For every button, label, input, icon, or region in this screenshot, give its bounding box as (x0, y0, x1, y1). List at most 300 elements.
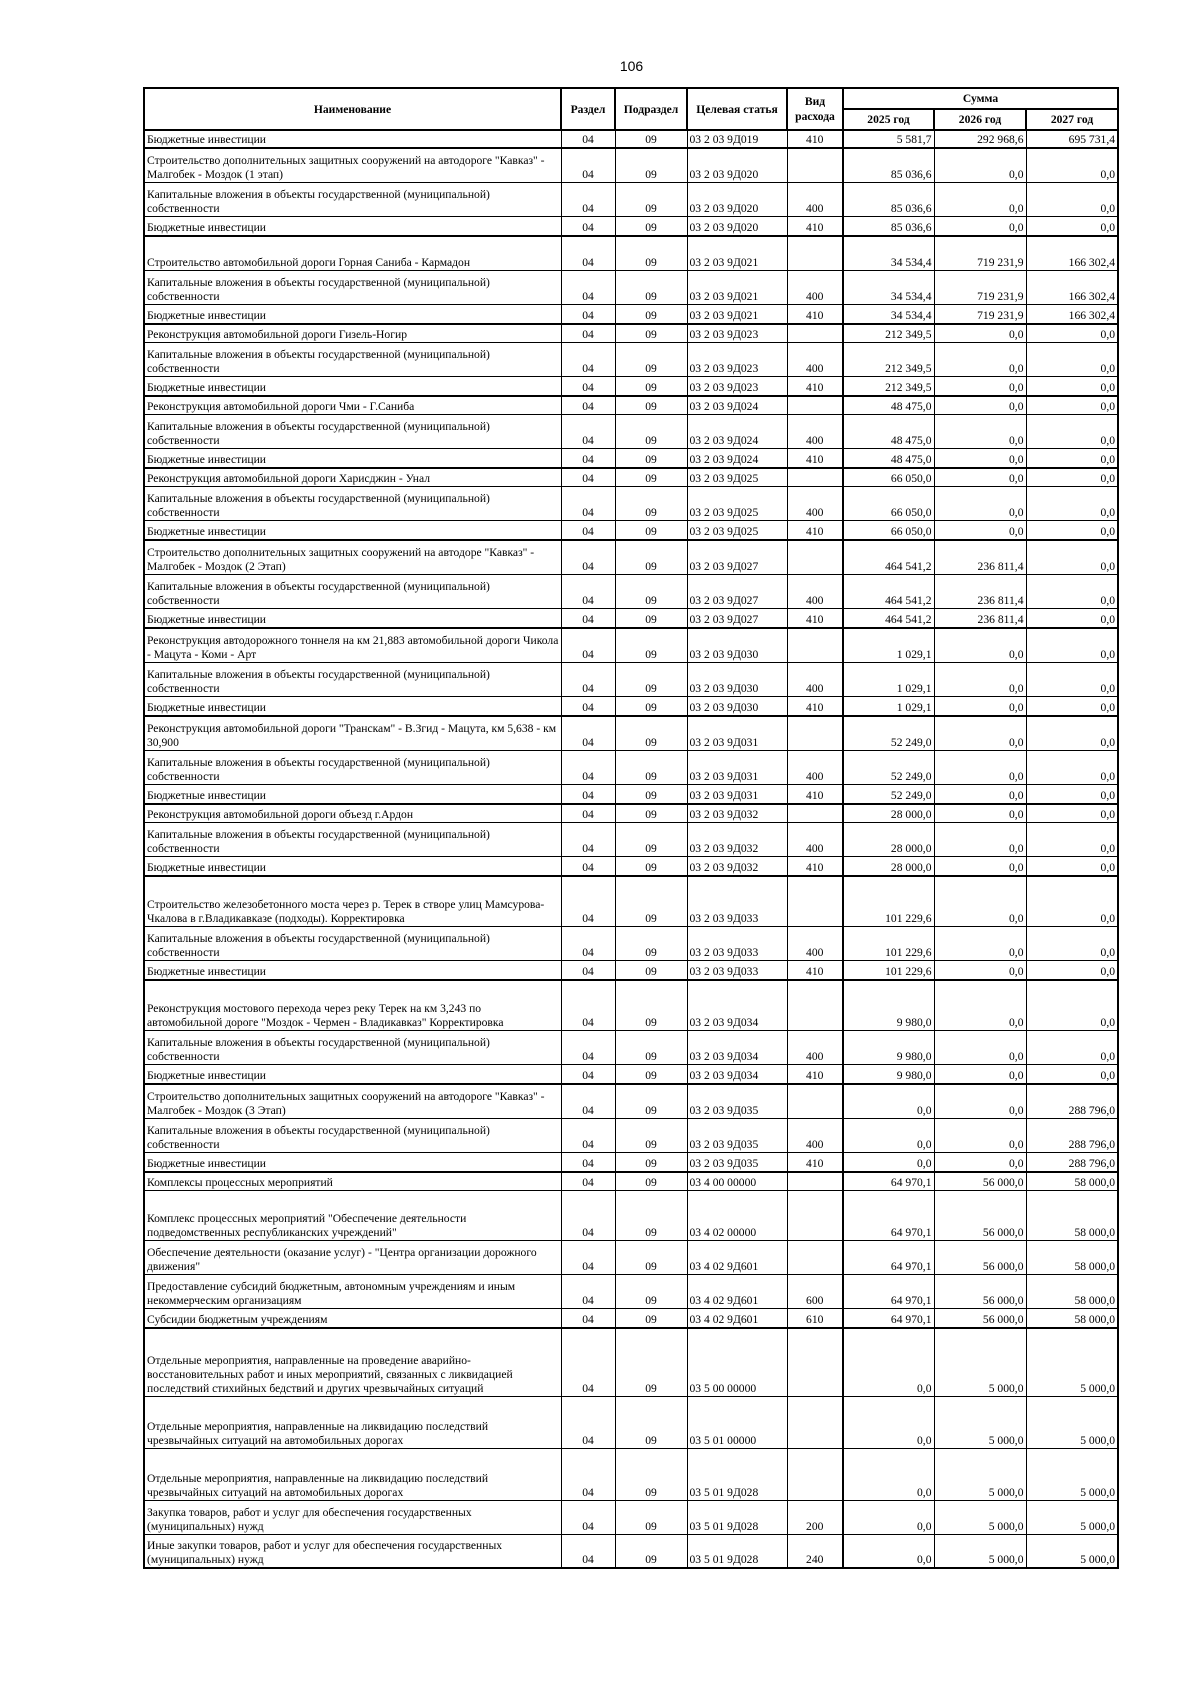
row-sum-2027: 0,0 (1026, 662, 1118, 696)
row-razdel: 04 (561, 1240, 615, 1274)
table-row (144, 182, 1118, 216)
table-row (144, 1396, 1118, 1448)
row-name: Иные закупки товаров, работ и услуг для обеспечения государственных (муниципальных) нужд (144, 1534, 561, 1568)
table-row (144, 574, 1118, 608)
row-name: Отдельные мероприятия, направленные на проведение аварийно-восстановительных работ и иных мероприятий, связанных с ликвидацией последствий стихийных бедствий и других чрезвычайных ситуаций (144, 1328, 561, 1396)
row-target: 03 2 03 9Д034 (687, 1030, 787, 1064)
row-sum-2025: 85 036,6 (843, 182, 934, 216)
row-sum-2025: 101 229,6 (843, 960, 934, 980)
row-sum-2026: 0,0 (934, 1118, 1026, 1152)
row-vid: 400 (787, 270, 843, 304)
row-target: 03 2 03 9Д024 (687, 396, 787, 414)
row-podrazdel: 09 (615, 1240, 687, 1274)
row-sum-2026: 0,0 (934, 342, 1026, 376)
row-target: 03 2 03 9Д032 (687, 856, 787, 876)
table-row (144, 236, 1118, 270)
row-sum-2025: 85 036,6 (843, 148, 934, 182)
table-row (144, 1328, 1118, 1396)
row-sum-2025: 0,0 (843, 1084, 934, 1118)
row-vid (787, 628, 843, 662)
row-sum-2027: 58 000,0 (1026, 1240, 1118, 1274)
row-razdel: 04 (561, 1118, 615, 1152)
row-vid: 410 (787, 784, 843, 804)
row-vid: 400 (787, 662, 843, 696)
row-sum-2027: 5 000,0 (1026, 1396, 1118, 1448)
row-sum-2025: 0,0 (843, 1534, 934, 1568)
row-razdel: 04 (561, 1190, 615, 1240)
row-name: Обеспечение деятельности (оказание услуг) - "Центра организации дорожного движения" (144, 1240, 561, 1274)
row-vid: 400 (787, 1030, 843, 1064)
row-sum-2027: 0,0 (1026, 716, 1118, 750)
row-vid (787, 468, 843, 486)
row-podrazdel: 09 (615, 628, 687, 662)
row-vid: 400 (787, 414, 843, 448)
row-sum-2027: 0,0 (1026, 376, 1118, 396)
row-sum-2025: 9 980,0 (843, 980, 934, 1030)
row-podrazdel: 09 (615, 1190, 687, 1240)
row-sum-2027: 0,0 (1026, 182, 1118, 216)
row-sum-2027: 166 302,4 (1026, 236, 1118, 270)
row-podrazdel: 09 (615, 130, 687, 148)
row-vid: 400 (787, 342, 843, 376)
table-row (144, 750, 1118, 784)
row-sum-2025: 28 000,0 (843, 856, 934, 876)
row-sum-2027: 166 302,4 (1026, 304, 1118, 324)
row-sum-2025: 28 000,0 (843, 822, 934, 856)
row-razdel: 04 (561, 574, 615, 608)
row-sum-2027: 0,0 (1026, 876, 1118, 926)
row-podrazdel: 09 (615, 216, 687, 236)
row-razdel: 04 (561, 520, 615, 540)
row-sum-2025: 66 050,0 (843, 520, 934, 540)
row-sum-2027: 0,0 (1026, 216, 1118, 236)
table-row (144, 784, 1118, 804)
row-name: Отдельные мероприятия, направленные на ликвидацию последствий чрезвычайных ситуаций на автомобильных дорогах (144, 1448, 561, 1500)
table-row (144, 1500, 1118, 1534)
row-podrazdel: 09 (615, 856, 687, 876)
row-sum-2026: 0,0 (934, 376, 1026, 396)
row-target: 03 2 03 9Д031 (687, 784, 787, 804)
row-sum-2027: 0,0 (1026, 960, 1118, 980)
table-row (144, 1118, 1118, 1152)
row-podrazdel: 09 (615, 486, 687, 520)
row-sum-2025: 64 970,1 (843, 1172, 934, 1190)
row-podrazdel: 09 (615, 448, 687, 468)
row-vid: 400 (787, 822, 843, 856)
row-sum-2027: 0,0 (1026, 856, 1118, 876)
row-sum-2027: 0,0 (1026, 468, 1118, 486)
row-target: 03 2 03 9Д032 (687, 804, 787, 822)
row-podrazdel: 09 (615, 980, 687, 1030)
row-vid (787, 980, 843, 1030)
row-razdel: 04 (561, 1064, 615, 1084)
row-target: 03 2 03 9Д020 (687, 216, 787, 236)
row-sum-2025: 52 249,0 (843, 716, 934, 750)
row-razdel: 04 (561, 1500, 615, 1534)
table-row (144, 1448, 1118, 1500)
row-name: Бюджетные инвестиции (144, 448, 561, 468)
row-podrazdel: 09 (615, 926, 687, 960)
row-name: Бюджетные инвестиции (144, 784, 561, 804)
row-vid (787, 396, 843, 414)
row-sum-2025: 0,0 (843, 1448, 934, 1500)
header-razdel: Раздел (561, 88, 615, 130)
row-name: Строительство автомобильной дороги Горная Саниба - Кармадон (144, 236, 561, 270)
row-sum-2027: 0,0 (1026, 784, 1118, 804)
row-sum-2025: 101 229,6 (843, 926, 934, 960)
row-sum-2027: 0,0 (1026, 926, 1118, 960)
table-row (144, 980, 1118, 1030)
row-vid: 400 (787, 574, 843, 608)
row-razdel: 04 (561, 1172, 615, 1190)
table-row (144, 876, 1118, 926)
table-row (144, 822, 1118, 856)
row-razdel: 04 (561, 396, 615, 414)
row-target: 03 2 03 9Д019 (687, 130, 787, 148)
table-row (144, 1190, 1118, 1240)
row-vid (787, 1190, 843, 1240)
row-sum-2025: 64 970,1 (843, 1190, 934, 1240)
table-row (144, 1274, 1118, 1308)
row-sum-2027: 0,0 (1026, 324, 1118, 342)
row-vid: 410 (787, 856, 843, 876)
row-razdel: 04 (561, 960, 615, 980)
row-podrazdel: 09 (615, 750, 687, 784)
row-razdel: 04 (561, 1328, 615, 1396)
row-sum-2027: 0,0 (1026, 414, 1118, 448)
row-vid: 410 (787, 448, 843, 468)
row-name: Строительство дополнительных защитных сооружений на автодороге "Кавказ" - Малгобек - Моздок (3 Этап) (144, 1084, 561, 1118)
row-name: Бюджетные инвестиции (144, 696, 561, 716)
row-vid: 400 (787, 182, 843, 216)
table-row (144, 1240, 1118, 1274)
row-podrazdel: 09 (615, 608, 687, 628)
row-sum-2027: 0,0 (1026, 342, 1118, 376)
table-row (144, 324, 1118, 342)
row-sum-2025: 0,0 (843, 1328, 934, 1396)
table-row (144, 414, 1118, 448)
row-sum-2025: 212 349,5 (843, 324, 934, 342)
table-row (144, 216, 1118, 236)
row-podrazdel: 09 (615, 822, 687, 856)
row-sum-2026: 5 000,0 (934, 1396, 1026, 1448)
row-vid: 410 (787, 1064, 843, 1084)
row-sum-2025: 64 970,1 (843, 1308, 934, 1328)
row-sum-2025: 101 229,6 (843, 876, 934, 926)
table-row (144, 662, 1118, 696)
row-sum-2026: 56 000,0 (934, 1274, 1026, 1308)
header-2026: 2026 год (934, 109, 1026, 130)
table-row (144, 716, 1118, 750)
row-podrazdel: 09 (615, 1172, 687, 1190)
table-row (144, 1152, 1118, 1172)
row-target: 03 2 03 9Д035 (687, 1152, 787, 1172)
row-name: Строительство железобетонного моста через р. Терек в створе улиц Мамсурова-Чкалова в г.Владикавказе (подходы). Корректировка (144, 876, 561, 926)
row-vid (787, 1396, 843, 1448)
table-row (144, 342, 1118, 376)
row-target: 03 2 03 9Д023 (687, 376, 787, 396)
row-sum-2026: 0,0 (934, 628, 1026, 662)
row-razdel: 04 (561, 486, 615, 520)
row-vid: 410 (787, 376, 843, 396)
table-row (144, 696, 1118, 716)
row-sum-2027: 166 302,4 (1026, 270, 1118, 304)
row-sum-2027: 0,0 (1026, 804, 1118, 822)
row-sum-2027: 288 796,0 (1026, 1084, 1118, 1118)
row-sum-2026: 0,0 (934, 520, 1026, 540)
row-name: Бюджетные инвестиции (144, 130, 561, 148)
row-podrazdel: 09 (615, 468, 687, 486)
row-razdel: 04 (561, 304, 615, 324)
header-vid: Вид расхода (787, 88, 843, 130)
row-sum-2026: 719 231,9 (934, 270, 1026, 304)
row-name: Капитальные вложения в объекты государственной (муниципальной) собственности (144, 750, 561, 784)
row-razdel: 04 (561, 662, 615, 696)
row-vid: 410 (787, 304, 843, 324)
row-sum-2025: 1 029,1 (843, 696, 934, 716)
row-name: Строительство дополнительных защитных сооружений на автодороге "Кавказ" - Малгобек - Моздок (1 этап) (144, 148, 561, 182)
row-sum-2026: 0,0 (934, 980, 1026, 1030)
row-target: 03 2 03 9Д030 (687, 662, 787, 696)
row-sum-2025: 48 475,0 (843, 414, 934, 448)
row-sum-2025: 34 534,4 (843, 236, 934, 270)
row-vid: 410 (787, 608, 843, 628)
table-header (144, 88, 1118, 130)
row-sum-2026: 0,0 (934, 876, 1026, 926)
row-razdel: 04 (561, 342, 615, 376)
row-razdel: 04 (561, 1084, 615, 1118)
table-row (144, 448, 1118, 468)
row-razdel: 04 (561, 856, 615, 876)
row-podrazdel: 09 (615, 414, 687, 448)
row-name: Реконструкция мостового перехода через реку Терек на км 3,243 по автомобильной дороге "Моздок - Чермен - Владикавказ" Корректировка (144, 980, 561, 1030)
header-name: Наименование (144, 88, 561, 130)
row-razdel: 04 (561, 448, 615, 468)
header-target: Целевая статья (687, 88, 787, 130)
row-sum-2026: 0,0 (934, 1064, 1026, 1084)
row-vid: 410 (787, 1152, 843, 1172)
row-name: Бюджетные инвестиции (144, 608, 561, 628)
row-sum-2026: 5 000,0 (934, 1500, 1026, 1534)
row-target: 03 2 03 9Д031 (687, 716, 787, 750)
row-vid: 410 (787, 960, 843, 980)
row-sum-2025: 9 980,0 (843, 1030, 934, 1064)
row-podrazdel: 09 (615, 784, 687, 804)
row-target: 03 2 03 9Д030 (687, 696, 787, 716)
row-name: Капитальные вложения в объекты государственной (муниципальной) собственности (144, 574, 561, 608)
row-sum-2026: 719 231,9 (934, 236, 1026, 270)
row-sum-2025: 48 475,0 (843, 396, 934, 414)
row-vid: 400 (787, 750, 843, 784)
row-podrazdel: 09 (615, 376, 687, 396)
row-sum-2027: 58 000,0 (1026, 1308, 1118, 1328)
row-razdel: 04 (561, 236, 615, 270)
row-sum-2026: 0,0 (934, 822, 1026, 856)
row-target: 03 2 03 9Д035 (687, 1084, 787, 1118)
row-sum-2025: 5 581,7 (843, 130, 934, 148)
row-podrazdel: 09 (615, 182, 687, 216)
row-sum-2027: 5 000,0 (1026, 1534, 1118, 1568)
table-row (144, 804, 1118, 822)
row-sum-2026: 0,0 (934, 216, 1026, 236)
row-target: 03 2 03 9Д030 (687, 628, 787, 662)
row-sum-2026: 0,0 (934, 414, 1026, 448)
row-podrazdel: 09 (615, 1448, 687, 1500)
table-row (144, 608, 1118, 628)
row-name: Капитальные вложения в объекты государственной (муниципальной) собственности (144, 822, 561, 856)
row-sum-2026: 236 811,4 (934, 574, 1026, 608)
row-razdel: 04 (561, 270, 615, 304)
row-podrazdel: 09 (615, 396, 687, 414)
row-target: 03 2 03 9Д034 (687, 980, 787, 1030)
row-name: Бюджетные инвестиции (144, 1152, 561, 1172)
table-row (144, 1030, 1118, 1064)
row-sum-2025: 66 050,0 (843, 468, 934, 486)
row-name: Капитальные вложения в объекты государственной (муниципальной) собственности (144, 926, 561, 960)
row-vid: 600 (787, 1274, 843, 1308)
row-name: Закупка товаров, работ и услуг для обеспечения государственных (муниципальных) нужд (144, 1500, 561, 1534)
row-target: 03 2 03 9Д025 (687, 486, 787, 520)
row-target: 03 2 03 9Д034 (687, 1064, 787, 1084)
row-sum-2025: 0,0 (843, 1396, 934, 1448)
row-sum-2026: 0,0 (934, 448, 1026, 468)
table-row (144, 1172, 1118, 1190)
row-podrazdel: 09 (615, 304, 687, 324)
row-razdel: 04 (561, 1308, 615, 1328)
row-name: Капитальные вложения в объекты государственной (муниципальной) собственности (144, 1118, 561, 1152)
row-target: 03 2 03 9Д027 (687, 540, 787, 574)
row-vid: 410 (787, 696, 843, 716)
row-name: Реконструкция автодорожного тоннеля на км 21,883 автомобильной дороги Чикола - Мацута - Коми - Арт (144, 628, 561, 662)
row-podrazdel: 09 (615, 1084, 687, 1118)
row-razdel: 04 (561, 1448, 615, 1500)
row-sum-2025: 52 249,0 (843, 750, 934, 784)
row-vid: 400 (787, 486, 843, 520)
row-razdel: 04 (561, 608, 615, 628)
row-sum-2025: 464 541,2 (843, 574, 934, 608)
row-name: Бюджетные инвестиции (144, 1064, 561, 1084)
table-row (144, 148, 1118, 182)
row-sum-2026: 0,0 (934, 662, 1026, 696)
row-sum-2026: 0,0 (934, 468, 1026, 486)
row-target: 03 2 03 9Д027 (687, 574, 787, 608)
row-name: Отдельные мероприятия, направленные на ликвидацию последствий чрезвычайных ситуаций на автомобильных дорогах (144, 1396, 561, 1448)
table-row (144, 540, 1118, 574)
row-name: Комплекс процессных мероприятий "Обеспечение деятельности подведомственных республиканских учреждений" (144, 1190, 561, 1240)
row-razdel: 04 (561, 1274, 615, 1308)
row-target: 03 2 03 9Д020 (687, 148, 787, 182)
row-razdel: 04 (561, 1030, 615, 1064)
row-sum-2026: 719 231,9 (934, 304, 1026, 324)
row-sum-2027: 0,0 (1026, 696, 1118, 716)
row-sum-2027: 5 000,0 (1026, 1500, 1118, 1534)
page-number: 106 (619, 58, 644, 74)
row-razdel: 04 (561, 376, 615, 396)
row-target: 03 4 02 00000 (687, 1190, 787, 1240)
row-target: 03 2 03 9Д020 (687, 182, 787, 216)
row-sum-2027: 695 731,4 (1026, 130, 1118, 148)
row-podrazdel: 09 (615, 662, 687, 696)
row-vid (787, 1240, 843, 1274)
row-name: Реконструкция автомобильной дороги "Транскам" - В.Згид - Мацута, км 5,638 - км 30,900 (144, 716, 561, 750)
table-row (144, 468, 1118, 486)
row-vid: 200 (787, 1500, 843, 1534)
row-name: Предоставление субсидий бюджетным, автономным учреждениям и иным некоммерческим организациям (144, 1274, 561, 1308)
row-razdel: 04 (561, 414, 615, 448)
row-sum-2026: 56 000,0 (934, 1190, 1026, 1240)
row-name: Реконструкция автомобильной дороги объезд г.Ардон (144, 804, 561, 822)
table-row (144, 1064, 1118, 1084)
row-razdel: 04 (561, 182, 615, 216)
row-razdel: 04 (561, 130, 615, 148)
table-row (144, 270, 1118, 304)
budget-table (143, 87, 1119, 1569)
row-sum-2026: 56 000,0 (934, 1172, 1026, 1190)
row-razdel: 04 (561, 804, 615, 822)
row-name: Субсидии бюджетным учреждениям (144, 1308, 561, 1328)
row-sum-2025: 28 000,0 (843, 804, 934, 822)
row-vid (787, 1328, 843, 1396)
row-razdel: 04 (561, 468, 615, 486)
row-target: 03 2 03 9Д024 (687, 448, 787, 468)
row-vid: 400 (787, 926, 843, 960)
row-vid (787, 716, 843, 750)
row-vid: 410 (787, 130, 843, 148)
row-sum-2026: 0,0 (934, 1084, 1026, 1118)
row-sum-2025: 1 029,1 (843, 662, 934, 696)
row-sum-2026: 0,0 (934, 148, 1026, 182)
table-row (144, 304, 1118, 324)
table-row (144, 960, 1118, 980)
row-target: 03 5 00 00000 (687, 1328, 787, 1396)
row-razdel: 04 (561, 216, 615, 236)
row-podrazdel: 09 (615, 1328, 687, 1396)
header-podrazdel: Подраздел (615, 88, 687, 130)
row-vid (787, 876, 843, 926)
row-sum-2026: 0,0 (934, 804, 1026, 822)
row-sum-2026: 0,0 (934, 716, 1026, 750)
row-vid (787, 804, 843, 822)
table-row (144, 926, 1118, 960)
row-podrazdel: 09 (615, 148, 687, 182)
row-sum-2027: 5 000,0 (1026, 1448, 1118, 1500)
row-razdel: 04 (561, 716, 615, 750)
row-podrazdel: 09 (615, 574, 687, 608)
row-razdel: 04 (561, 1152, 615, 1172)
row-sum-2025: 0,0 (843, 1118, 934, 1152)
row-razdel: 04 (561, 876, 615, 926)
row-sum-2027: 58 000,0 (1026, 1172, 1118, 1190)
row-vid (787, 324, 843, 342)
row-name: Капитальные вложения в объекты государственной (муниципальной) собственности (144, 182, 561, 216)
row-target: 03 2 03 9Д021 (687, 270, 787, 304)
row-sum-2026: 0,0 (934, 182, 1026, 216)
row-sum-2026: 0,0 (934, 486, 1026, 520)
row-name: Реконструкция автомобильной дороги Харисджин - Унал (144, 468, 561, 486)
row-sum-2026: 5 000,0 (934, 1328, 1026, 1396)
row-razdel: 04 (561, 980, 615, 1030)
table-row (144, 1308, 1118, 1328)
row-podrazdel: 09 (615, 520, 687, 540)
table-row (144, 520, 1118, 540)
row-sum-2025: 464 541,2 (843, 540, 934, 574)
row-name: Бюджетные инвестиции (144, 304, 561, 324)
row-razdel: 04 (561, 822, 615, 856)
row-target: 03 2 03 9Д023 (687, 342, 787, 376)
row-name: Капитальные вложения в объекты государственной (муниципальной) собственности (144, 486, 561, 520)
row-podrazdel: 09 (615, 324, 687, 342)
row-name: Бюджетные инвестиции (144, 856, 561, 876)
